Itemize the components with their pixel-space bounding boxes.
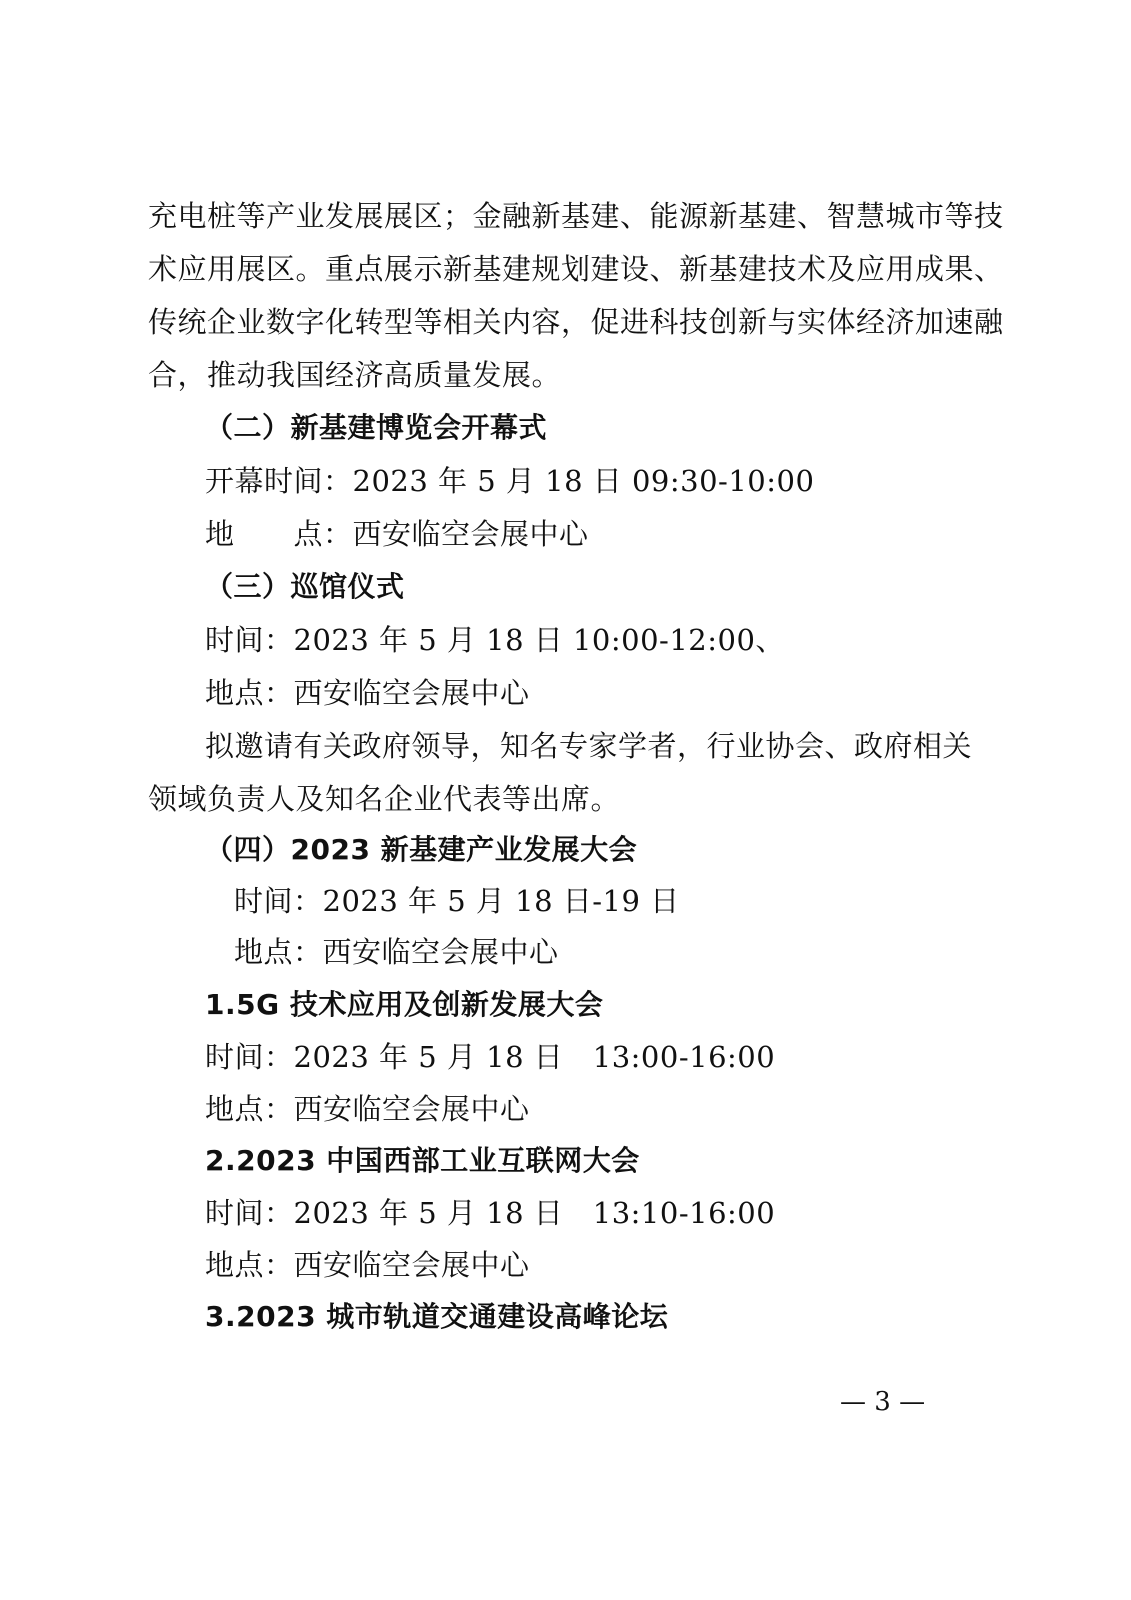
conference-place: 地点：西安临空会展中心 xyxy=(234,935,559,969)
invitation-line: 领域负责人及知名企业代表等出席。 xyxy=(148,782,621,816)
section-heading-conference: （四）2023 新基建产业发展大会 xyxy=(205,833,638,866)
paragraph-line: 合，推动我国经济高质量发展。 xyxy=(148,358,562,392)
tour-time: 时间：2023 年 5 月 18 日 10:00-12:00、 xyxy=(205,623,785,657)
paragraph-line: 充电桩等产业发展展区；金融新基建、能源新基建、智慧城市等技 xyxy=(148,199,1004,233)
opening-time: 开幕时间：2023 年 5 月 18 日 09:30-10:00 xyxy=(205,464,815,498)
subsection-title: 1.5G 技术应用及创新发展大会 xyxy=(205,988,604,1021)
subsection-time: 时间：2023 年 5 月 18 日 13:10-16:00 xyxy=(205,1196,776,1230)
page-number: — 3 — xyxy=(840,1387,926,1417)
invitation-line: 拟邀请有关政府领导，知名专家学者，行业协会、政府相关 xyxy=(205,729,973,763)
conference-time: 时间：2023 年 5 月 18 日-19 日 xyxy=(234,884,680,918)
paragraph-line: 传统企业数字化转型等相关内容，促进科技创新与实体经济加速融 xyxy=(148,305,1004,339)
subsection-title: 2.2023 中国西部工业互联网大会 xyxy=(205,1144,640,1177)
subsection-place: 地点：西安临空会展中心 xyxy=(205,1248,530,1282)
section-heading-tour: （三）巡馆仪式 xyxy=(205,570,405,603)
paragraph-line: 术应用展区。重点展示新基建规划建设、新基建技术及应用成果、 xyxy=(148,252,1004,286)
subsection-place: 地点：西安临空会展中心 xyxy=(205,1092,530,1126)
subsection-time: 时间：2023 年 5 月 18 日 13:00-16:00 xyxy=(205,1040,776,1074)
opening-place: 地 点：西安临空会展中心 xyxy=(205,517,589,551)
section-heading-opening-ceremony: （二）新基建博览会开幕式 xyxy=(205,411,548,444)
tour-place: 地点：西安临空会展中心 xyxy=(205,676,530,710)
subsection-title: 3.2023 城市轨道交通建设高峰论坛 xyxy=(205,1300,669,1333)
